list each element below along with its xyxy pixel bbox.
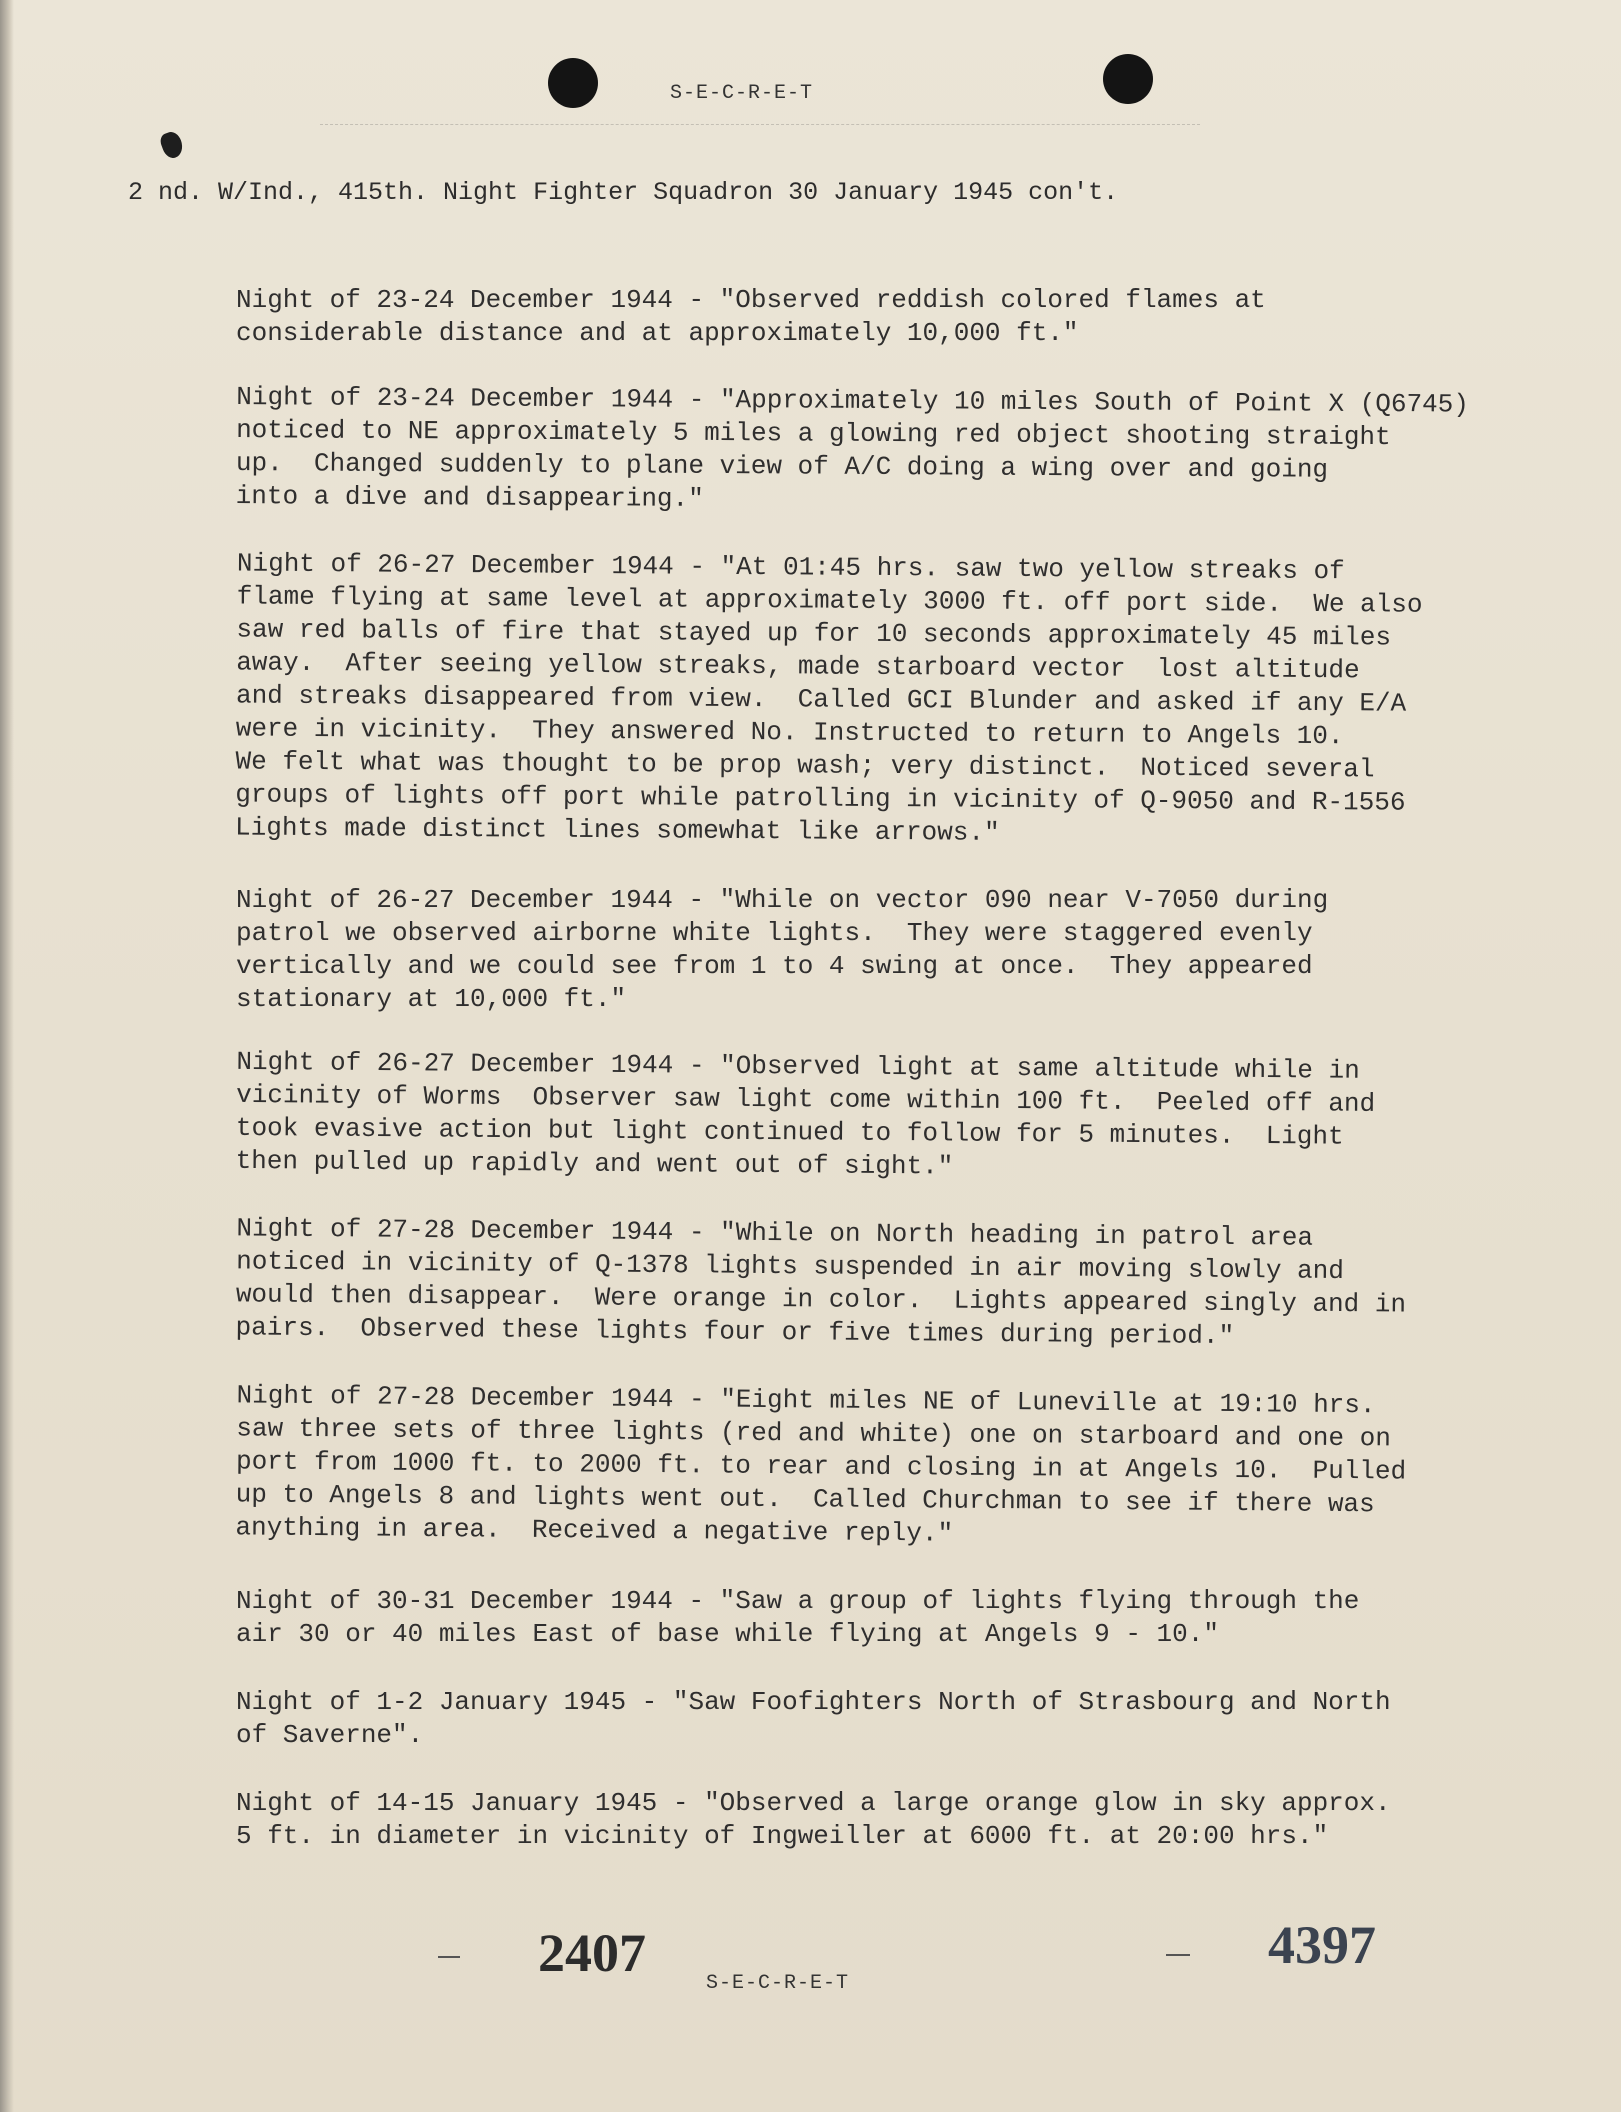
entry [236,1686,1536,1752]
entry-line: saw red balls of fire that stayed up for 10 seconds approximately 45 miles [236,614,1392,653]
entry [235,1212,1536,1355]
entry-line: Night of 30-31 December 1944 - "Saw a group of lights flying through the [236,1586,1360,1616]
entry-line: 5 ft. in diameter in vicinity of Ingweiller at 6000 ft. at 20:00 hrs." [236,1821,1329,1851]
entry-line: Night of 1-2 January 1945 - "Saw Foofighters North of Strasbourg and North [236,1687,1391,1717]
entry-line: saw three sets of three lights (red and white) one on starboard and one on [236,1413,1391,1454]
entry-line: considerable distance and at approximately 10,000 ft." [236,318,1079,348]
classification-marking-bottom: S-E-C-R-E-T [706,1972,850,1995]
entry-line: Night of 26-27 December 1944 - "While on vector 090 near V-7050 during [236,885,1329,915]
footer-dash [438,1956,460,1958]
entry-line: into a dive and disappearing." [235,481,704,514]
page-number-right: 4397 [1268,1915,1376,1975]
entry-line: and streaks disappeared from view. Called GCI Blunder and asked if any E/A [235,680,1407,719]
entry-line: Night of 23-24 December 1944 - "Observed reddish colored flames at [236,285,1266,315]
entry [236,284,1536,350]
entry-line: patrol we observed airborne white lights. They were staggered evenly [236,918,1313,948]
entry-line: groups of lights off port while patrolling in vicinity of Q-9050 and R-1556 [235,779,1406,818]
entry-line: We felt what was thought to be prop wash; very distinct. Noticed several [235,746,1375,785]
paper-edge-shadow [0,0,14,2112]
entry-line: up. Changed suddenly to plane view of A/C doing a wing over and going [235,448,1329,485]
entry-line: anything in area. Received a negative reply." [235,1512,954,1549]
entry [235,547,1537,853]
entry-line: Night of 26-27 December 1944 - "Observed light at same altitude while in [236,1046,1360,1086]
entry-line: Night of 27-28 December 1944 - "Eight miles NE of Luneville at 19:10 hrs. [236,1380,1376,1421]
entry-line: Lights made distinct lines somewhat like arrows." [234,812,1000,848]
entry-line: air 30 or 40 miles East of base while flying at Angels 9 - 10." [236,1619,1219,1649]
entry-line: pairs. Observed these lights four or five times during period." [235,1312,1235,1352]
ink-blot [158,129,186,160]
entry-line: stationary at 10,000 ft." [236,984,627,1014]
document-header: 2 nd. W/Ind., 415th. Night Fighter Squadron 30 January 1945 con't. [128,178,1119,207]
entry [236,1585,1536,1651]
entry-line: Night of 27-28 December 1944 - "While on North heading in patrol area [236,1213,1314,1253]
entry-line: Night of 26-27 December 1944 - "At 01:45 hrs. saw two yellow streaks of [236,548,1345,587]
sighting-entries [236,284,1536,1888]
entry [236,884,1536,1016]
entry-line: Night of 23-24 December 1944 - "Approximately 10 miles South of Point X (Q6745) [236,382,1469,420]
entry-line: took evasive action but light continued to follow for 5 minutes. Light [235,1112,1344,1152]
entry-line: would then disappear. Were orange in color. Lights appeared singly and in [235,1279,1407,1320]
faint-ruled-line [320,124,1200,126]
entry [236,381,1537,521]
entry-line: Night of 14-15 January 1945 - "Observed a large orange glow in sky approx. [236,1788,1391,1818]
entry-line: noticed in vicinity of Q-1378 lights suspended in air moving slowly and [236,1246,1345,1286]
entry-line: noticed to NE approximately 5 miles a glowing red object shooting straight [236,415,1391,453]
entry-line: vicinity of Worms Observer saw light come within 100 ft. Peeled off and [236,1079,1376,1119]
page-number-left: 2407 [538,1923,646,1983]
entry [235,1379,1536,1555]
entry-line: then pulled up rapidly and went out of sight." [235,1145,954,1182]
punch-hole-right [1103,54,1153,104]
punch-hole-left [548,58,598,108]
entry [236,1046,1537,1188]
entry-line: of Saverne". [236,1720,424,1750]
entry-line: vertically and we could see from 1 to 4 swing at once. They appeared [236,951,1313,981]
entry-line: were in vicinity. They answered No. Instructed to return to Angels 10. [235,713,1344,752]
classification-marking-top: S-E-C-R-E-T [670,82,814,105]
entry-line: port from 1000 ft. to 2000 ft. to rear and closing in at Angels 10. Pulled [235,1446,1407,1487]
entry-line: flame flying at same level at approximately 3000 ft. off port side. We also [236,581,1423,620]
entry-line: away. After seeing yellow streaks, made starboard vector lost altitude [236,647,1360,686]
footer-dash [1166,1954,1190,1956]
entry-line: up to Angels 8 and lights went out. Called Churchman to see if there was [235,1479,1375,1520]
entry [236,1787,1536,1853]
